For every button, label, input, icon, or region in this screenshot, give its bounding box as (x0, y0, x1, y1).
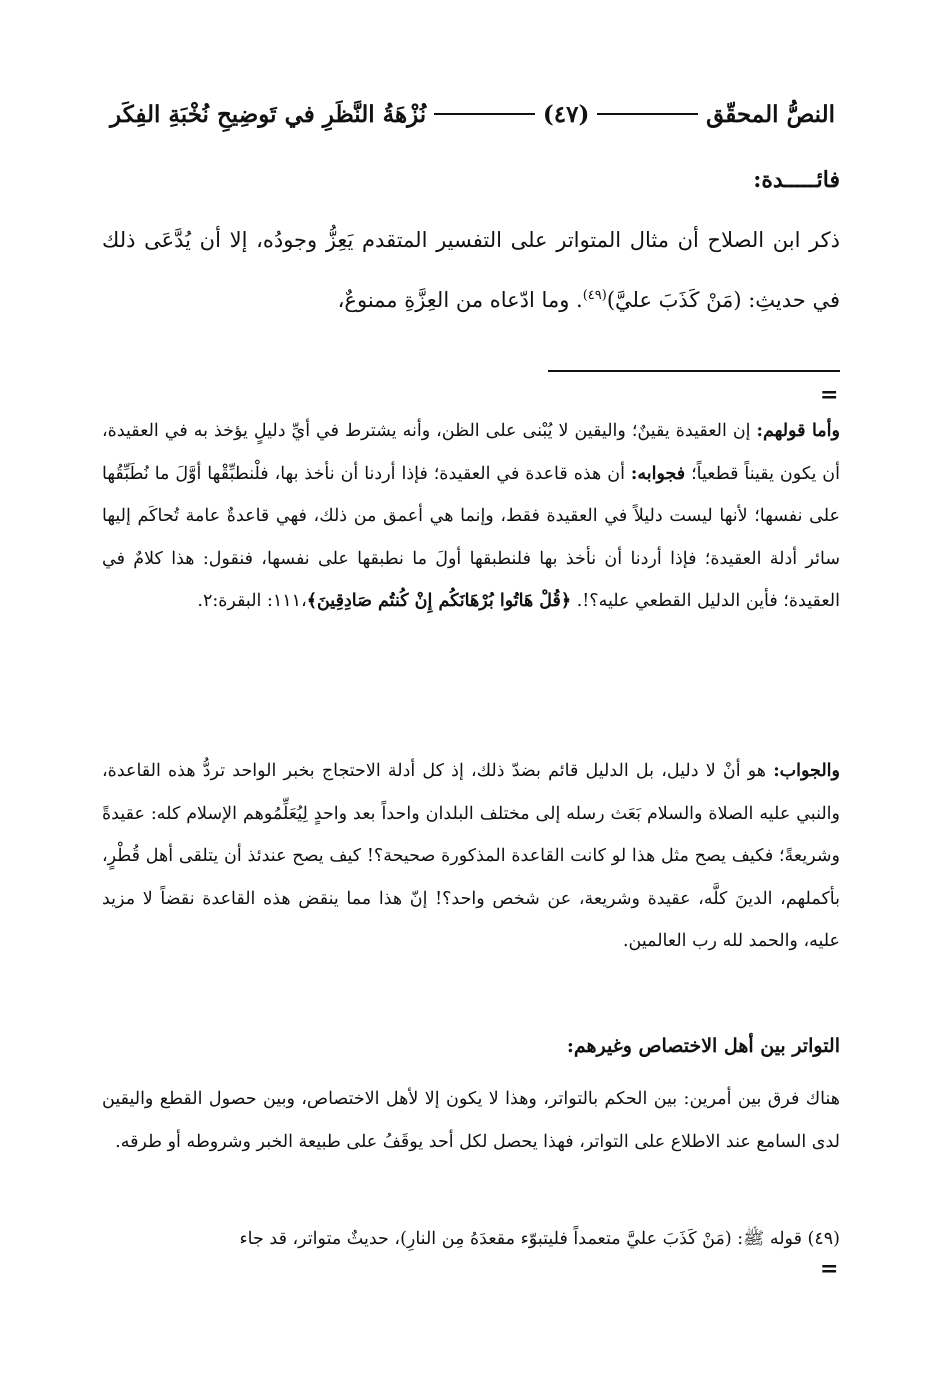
note1-answer-label: فجوابه: (630, 463, 686, 484)
continuation-mark-top: = (820, 382, 839, 408)
fayda-heading: فائـــــدة: (753, 167, 840, 193)
tawatur-paragraph: هناك فرق بين أمرين: بين الحكم بالتواتر، وهذا لا يكون إلا لأهل الاختصاص، وبين حصول القطع واليقين لدى السامع عند الاطلاع على التواتر، فهذا يحصل لكل أحد يوقَفُ على طبيعة الخبر وشروطه أو طرقه. (102, 1089, 840, 1152)
fayda-paragraph (102, 212, 840, 328)
quran-ayah: ﴿قُلْ هَاتُوا بُرْهَانَكُم إِنْ كُنتُم صَادِقِينَ﴾ (306, 591, 572, 611)
note2-lead: والجواب: (773, 761, 840, 781)
page-number: (٤٧) (542, 100, 590, 128)
fayda-text-b: . وما ادّعاه من العِزَّةِ ممنوعٌ، (337, 288, 583, 312)
note1-text-b: أن هذه قاعدة في العقيدة؛ فإذا أردنا أن نأخذ بها، فلْنطبِّقْها أوَّلَ ما نُطَبِّقُها على نفسها؛ لأنها ليست دليلاً في العقيدة فقط، وإنما هي أعمق من ذلك، فهي قاعدةٌ عامة تُحاكَم إليها سائر أدلة العقيدة؛ فإذا أردنا أن نأخذ بها فلنطبقها أولَ ما نطبقها على نفسها، فنقول: هذا كلامٌ في العقيدة؛ فأين الدليل القطعي عليه؟!. (102, 463, 840, 611)
running-header (110, 92, 835, 136)
section-heading-tawatur: التواتر بين أهل الاختصاص وغيرهم: (566, 1035, 840, 1057)
footnote-ref-49: (٤٩) (582, 288, 607, 303)
header-rule-right (597, 113, 698, 115)
continuation-mark-bottom: = (820, 1256, 839, 1282)
footnote-continuation-paragraph-2 (102, 750, 840, 963)
header-book-title: نُزْهَةُ النَّظَرِ في تَوضِيحِ نُخْبَةِ الفِكَر (110, 100, 427, 128)
note1-lead: وأما قولهم: (756, 421, 840, 441)
ayah-citation: ،١١١: البقرة:٢. (197, 591, 307, 611)
header-section-title: النصُّ المحقّق (706, 100, 835, 128)
header-rule-left (434, 113, 535, 115)
fayda-text-a: ذكر ابن الصلاح أن مثال المتواتر على التفسير المتقدم يَعِزُّ وجودُه، إلا أن يُدَّعَى ذلك في حديثِ: (مَنْ كَذَبَ عليَّ) (102, 228, 840, 312)
note2-text: هو أنْ لا دليل، بل الدليل قائم بضدّ ذلك، إذ كل أدلة الاحتجاج بخبر الواحد تردُّ هذه القاعدة، والنبي عليه الصلاة والسلام بَعَث رسله إلى مختلف البلدان واحداً بعد واحدٍ لِيُعَلِّمُوهم الإسلام كله: عقيدةً وشريعةً؛ فكيف يصح مثل هذا لو كانت القاعدة المذكورة صحيحة؟! كيف يصح عندئذ أن يتلقى أهل قُطْرٍ، بأكملهم، الدينَ كلَّه، عقيدة وشريعة، عن شخص واحد؟! إنّ هذا مما ينقض هذه القاعدة نقضاً لا مزيد عليه، والحمد لله رب العالمين. (102, 761, 840, 951)
footnote-continuation-paragraph-1 (102, 410, 840, 623)
note1-text-a: إن العقيدة يقينٌ؛ واليقين لا يُبْنى على الظن، وأنه يشترط في أيِّ دليلٍ يؤخذ به في العقيدة، أن يكون يقيناً قطعياً؛ (102, 421, 840, 484)
footnote-separator (548, 370, 840, 372)
footnote-49: (٤٩) قوله ﷺ: (مَنْ كَذَبَ عليَّ متعمداً فليتبوّء مقعدَهُ مِن النارِ)، حديثٌ متواتر، قد جاء (239, 1229, 840, 1249)
